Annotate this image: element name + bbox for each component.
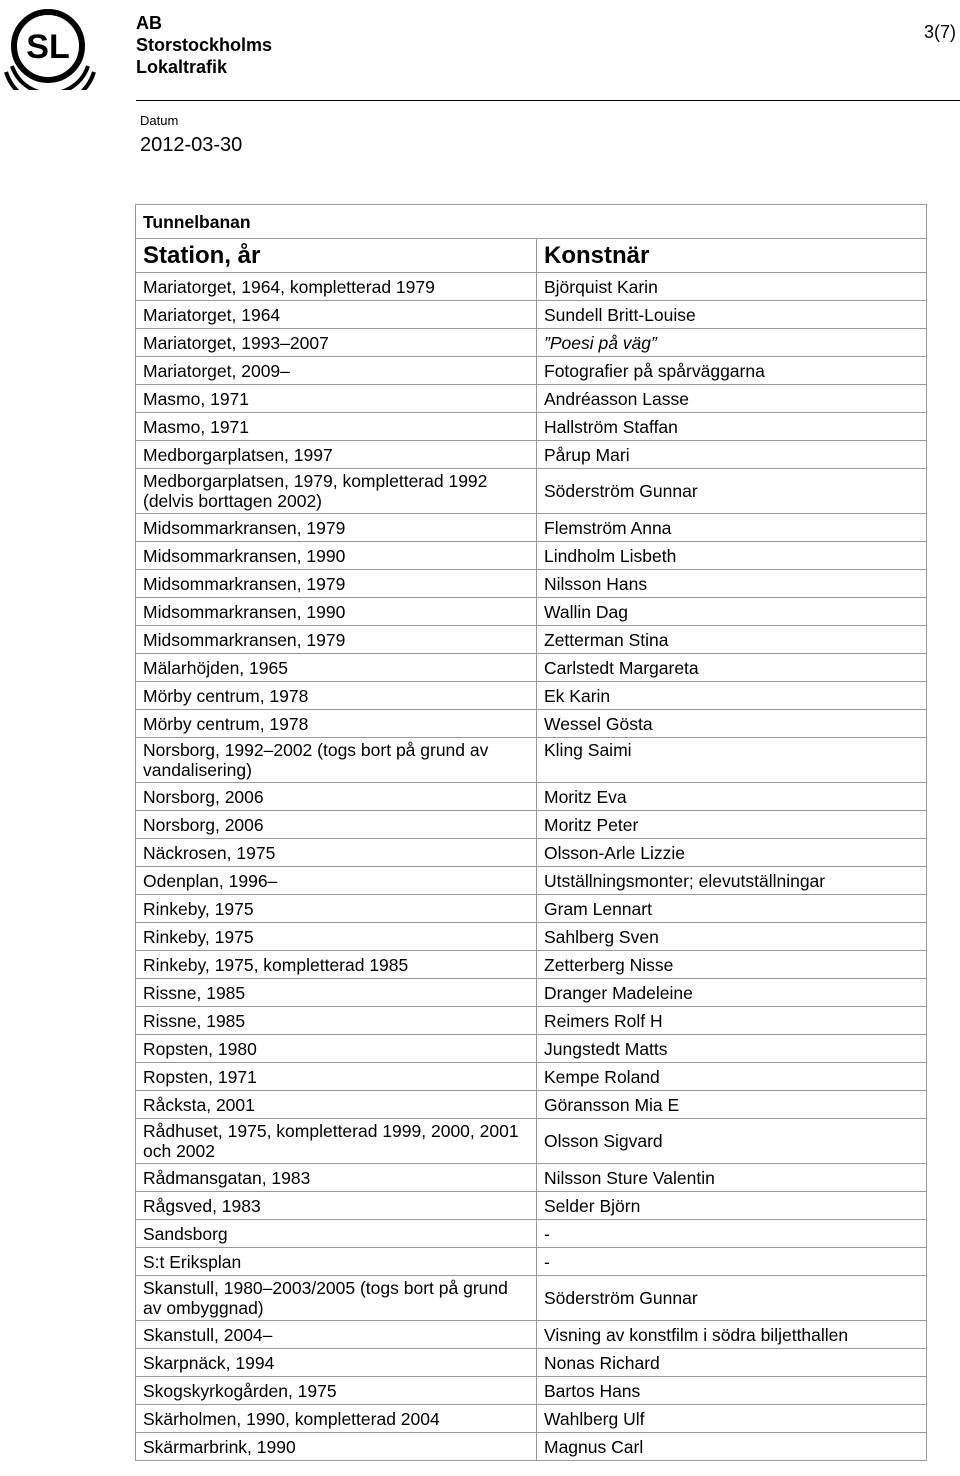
station-cell: Mälarhöjden, 1965 <box>136 654 537 682</box>
artist-cell: Selder Björn <box>537 1192 927 1220</box>
table-row <box>136 895 927 923</box>
artist-cell: Wessel Gösta <box>537 710 927 738</box>
station-cell: Midsommarkransen, 1979 <box>136 570 537 598</box>
section-title: Tunnelbanan <box>136 205 927 239</box>
station-cell: Masmo, 1971 <box>136 385 537 413</box>
station-cell: Rissne, 1985 <box>136 979 537 1007</box>
table-row <box>136 951 927 979</box>
table-row <box>136 413 927 441</box>
artist-cell: Jungstedt Matts <box>537 1035 927 1063</box>
artist-cell: Moritz Peter <box>537 811 927 839</box>
artist-cell: ”Poesi på väg” <box>537 329 927 357</box>
station-cell: Rinkeby, 1975 <box>136 895 537 923</box>
artist-cell: Sundell Britt-Louise <box>537 301 927 329</box>
station-cell: Mörby centrum, 1978 <box>136 682 537 710</box>
station-cell: Rådhuset, 1975, kompletterad 1999, 2000, 2001 och 2002 <box>136 1119 537 1164</box>
table-row <box>136 738 927 783</box>
artist-cell: Wahlberg Ulf <box>537 1405 927 1433</box>
artist-cell: Wallin Dag <box>537 598 927 626</box>
table-row <box>136 1321 927 1349</box>
artist-cell: Nonas Richard <box>537 1349 927 1377</box>
table-row <box>136 682 927 710</box>
sl-logo-icon <box>0 6 100 90</box>
header-row <box>136 239 927 273</box>
table-row <box>136 273 927 301</box>
company-line: AB <box>136 13 162 33</box>
station-cell: S:t Eriksplan <box>136 1248 537 1276</box>
table-row <box>136 867 927 895</box>
section-row <box>136 205 927 239</box>
artwork-table <box>135 204 927 1461</box>
artist-cell: Zetterberg Nisse <box>537 951 927 979</box>
artist-cell: Visning av konstfilm i södra biljetthallen <box>537 1321 927 1349</box>
table-row <box>136 1192 927 1220</box>
table-row <box>136 469 927 514</box>
date-label: Datum <box>140 113 179 128</box>
table-row <box>136 783 927 811</box>
table-row <box>136 514 927 542</box>
artist-cell: Olsson Sigvard <box>537 1119 927 1164</box>
header-divider <box>136 100 960 101</box>
artist-cell: Söderström Gunnar <box>537 1276 927 1321</box>
artist-cell: - <box>537 1220 927 1248</box>
artist-cell: Söderström Gunnar <box>537 469 927 514</box>
station-cell: Medborgarplatsen, 1997 <box>136 441 537 469</box>
table-row <box>136 923 927 951</box>
station-cell: Rissne, 1985 <box>136 1007 537 1035</box>
station-cell: Midsommarkransen, 1990 <box>136 598 537 626</box>
station-cell: Rådmansgatan, 1983 <box>136 1164 537 1192</box>
artist-cell: Pårup Mari <box>537 441 927 469</box>
table-row <box>136 811 927 839</box>
table-row <box>136 1119 927 1164</box>
station-cell: Norsborg, 2006 <box>136 811 537 839</box>
station-cell: Näckrosen, 1975 <box>136 839 537 867</box>
table-row <box>136 1433 927 1461</box>
artist-cell: - <box>537 1248 927 1276</box>
table-row <box>136 1248 927 1276</box>
artist-cell: Magnus Carl <box>537 1433 927 1461</box>
station-cell: Mariatorget, 1964 <box>136 301 537 329</box>
table-row <box>136 1035 927 1063</box>
artist-cell: Ek Karin <box>537 682 927 710</box>
table-row <box>136 598 927 626</box>
table-row <box>136 329 927 357</box>
station-cell: Mariatorget, 1993–2007 <box>136 329 537 357</box>
page-number: 3(7) <box>923 22 956 42</box>
artist-cell: Utställningsmonter; elevutställningar <box>537 867 927 895</box>
artist-cell: Lindholm Lisbeth <box>537 542 927 570</box>
artist-cell: Björquist Karin <box>537 273 927 301</box>
station-cell: Midsommarkransen, 1979 <box>136 626 537 654</box>
table-row <box>136 710 927 738</box>
station-cell: Rågsved, 1983 <box>136 1192 537 1220</box>
artist-cell: Fotografier på spårväggarna <box>537 357 927 385</box>
station-cell: Skärholmen, 1990, kompletterad 2004 <box>136 1405 537 1433</box>
artist-cell: Olsson-Arle Lizzie <box>537 839 927 867</box>
station-cell: Odenplan, 1996– <box>136 867 537 895</box>
station-cell: Mariatorget, 2009– <box>136 357 537 385</box>
table-row <box>136 1220 927 1248</box>
table-row <box>136 1349 927 1377</box>
table-row <box>136 441 927 469</box>
artist-cell: Nilsson Hans <box>537 570 927 598</box>
table-row <box>136 979 927 1007</box>
station-cell: Skanstull, 2004– <box>136 1321 537 1349</box>
artist-cell: Andréasson Lasse <box>537 385 927 413</box>
table-row <box>136 542 927 570</box>
artist-cell: Flemström Anna <box>537 514 927 542</box>
artist-cell: Göransson Mia E <box>537 1091 927 1119</box>
station-cell: Ropsten, 1971 <box>136 1063 537 1091</box>
table-row <box>136 1276 927 1321</box>
table-row <box>136 570 927 598</box>
table-row <box>136 385 927 413</box>
station-cell: Norsborg, 2006 <box>136 783 537 811</box>
artist-cell: Gram Lennart <box>537 895 927 923</box>
table-row <box>136 626 927 654</box>
table-row <box>136 1007 927 1035</box>
company-line: Lokaltrafik <box>136 57 228 77</box>
table-row <box>136 654 927 682</box>
table-row <box>136 1063 927 1091</box>
company-line: Storstockholms <box>136 35 273 55</box>
artist-cell: Dranger Madeleine <box>537 979 927 1007</box>
station-cell: Råcksta, 2001 <box>136 1091 537 1119</box>
table-row <box>136 301 927 329</box>
artist-cell: Reimers Rolf H <box>537 1007 927 1035</box>
artist-cell: Sahlberg Sven <box>537 923 927 951</box>
station-cell: Ropsten, 1980 <box>136 1035 537 1063</box>
station-cell: Skanstull, 1980–2003/2005 (togs bort på grund av ombyggnad) <box>136 1276 537 1321</box>
artist-cell: Zetterman Stina <box>537 626 927 654</box>
table-row <box>136 1091 927 1119</box>
station-cell: Masmo, 1971 <box>136 413 537 441</box>
station-cell: Skogskyrkogården, 1975 <box>136 1377 537 1405</box>
station-cell: Norsborg, 1992–2002 (togs bort på grund av vandalisering) <box>136 738 537 783</box>
artist-cell: Kempe Roland <box>537 1063 927 1091</box>
column-header-station: Station, år <box>136 239 537 273</box>
station-cell: Skärmarbrink, 1990 <box>136 1433 537 1461</box>
station-cell: Midsommarkransen, 1990 <box>136 542 537 570</box>
table-row <box>136 1164 927 1192</box>
station-cell: Medborgarplatsen, 1979, kompletterad 1992 (delvis borttagen 2002) <box>136 469 537 514</box>
artist-cell: Nilsson Sture Valentin <box>537 1164 927 1192</box>
station-cell: Midsommarkransen, 1979 <box>136 514 537 542</box>
station-cell: Rinkeby, 1975 <box>136 923 537 951</box>
sl-logo-text: SL <box>26 28 70 66</box>
station-cell: Rinkeby, 1975, kompletterad 1985 <box>136 951 537 979</box>
station-cell: Sandsborg <box>136 1220 537 1248</box>
artist-cell: Hallström Staffan <box>537 413 927 441</box>
artist-cell: Bartos Hans <box>537 1377 927 1405</box>
artist-cell: Moritz Eva <box>537 783 927 811</box>
artist-cell: Carlstedt Margareta <box>537 654 927 682</box>
table-row <box>136 1377 927 1405</box>
artist-cell: Kling Saimi <box>537 738 927 783</box>
company-name <box>136 12 272 78</box>
table-row <box>136 1405 927 1433</box>
station-cell: Mariatorget, 1964, kompletterad 1979 <box>136 273 537 301</box>
date-value: 2012-03-30 <box>140 134 243 156</box>
table-row <box>136 357 927 385</box>
table-row <box>136 839 927 867</box>
station-cell: Mörby centrum, 1978 <box>136 710 537 738</box>
station-cell: Skarpnäck, 1994 <box>136 1349 537 1377</box>
column-header-artist: Konstnär <box>537 239 927 273</box>
